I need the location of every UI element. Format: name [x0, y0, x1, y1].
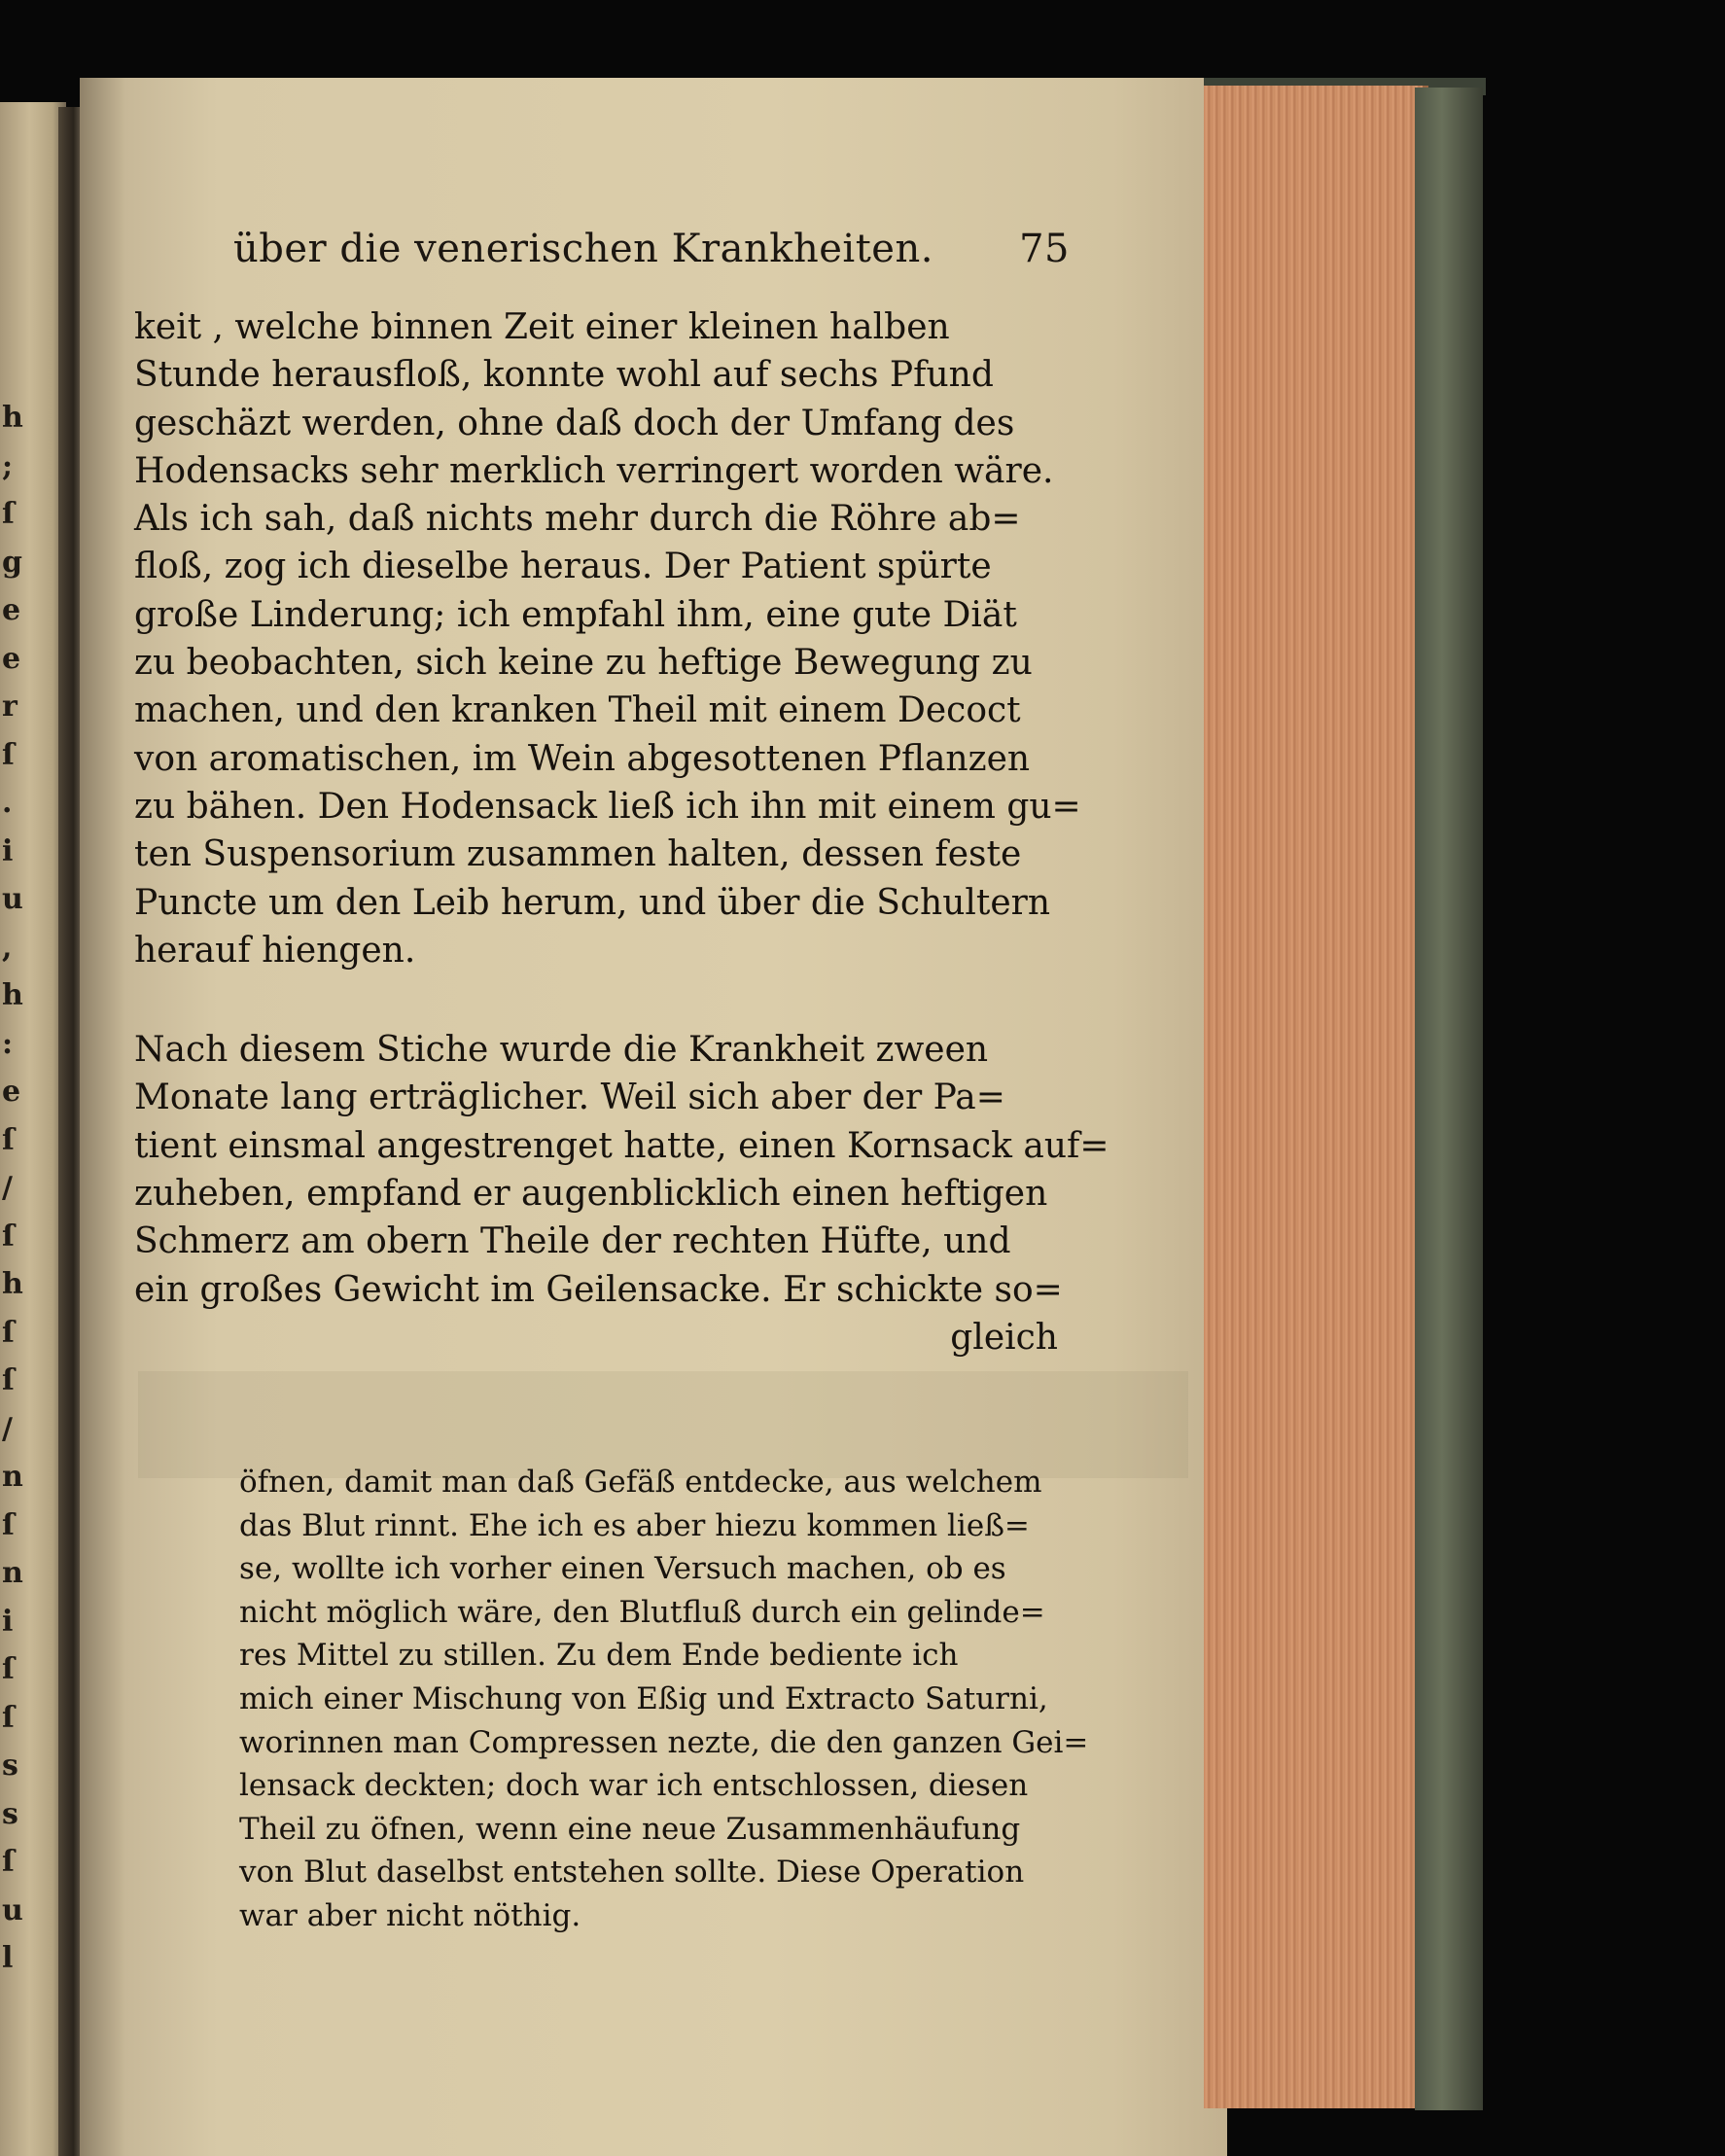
margin-fragment: ; — [2, 448, 14, 483]
margin-fragment: s — [2, 1796, 18, 1831]
margin-fragment: ſ — [2, 1507, 15, 1542]
margin-fragment: e — [2, 1075, 21, 1109]
text-line: große Linderung; ich empfahl ihm, eine gute Diät — [134, 594, 1017, 635]
footnote-line: se, wollte ich vorher einen Versuch machen, ob es — [239, 1551, 1006, 1587]
margin-fragment: / — [2, 1171, 13, 1205]
text-line: zu bähen. Den Hodensack ließ ich ihn mit einem gu= — [134, 786, 1081, 827]
text-line: geschäzt werden, ohne daß doch der Umfang des — [134, 403, 1015, 443]
margin-fragment: h — [2, 401, 23, 435]
margin-fragment: s — [2, 1749, 18, 1783]
margin-fragment: l — [2, 1941, 14, 1975]
margin-fragment: u — [2, 1892, 23, 1927]
paragraph-1 — [134, 303, 1081, 974]
text-line: ten Suspensorium zusammen halten, dessen feste — [134, 834, 1022, 875]
margin-fragment: ſ — [2, 737, 15, 772]
margin-fragment: u — [2, 882, 23, 916]
running-head-title: über die venerischen Krankheiten. — [233, 227, 933, 271]
footnote-line: res Mittel zu stillen. Zu dem Ende bediente ich — [239, 1638, 959, 1674]
text-line: floß, zog ich dieselbe heraus. Der Patient spürte — [134, 547, 992, 587]
text-line: herauf hiengen. — [134, 930, 416, 971]
footnote-line: das Blut rinnt. Ehe ich es aber hiezu kommen ließ= — [239, 1507, 1030, 1543]
margin-fragment: h — [2, 978, 23, 1012]
margin-fragment: e — [2, 593, 21, 627]
previous-page-edge — [0, 102, 66, 2156]
margin-fragment: i — [2, 1604, 14, 1639]
footnote-line: nicht möglich wäre, den Blutfluß durch ein gelinde= — [239, 1594, 1045, 1630]
margin-fragment: ſ — [2, 1219, 15, 1254]
margin-fragment: n — [2, 1460, 23, 1494]
margin-fragment: ſ — [2, 497, 15, 531]
margin-fragment: r — [2, 689, 18, 724]
footnote — [239, 1461, 1089, 1938]
text-line: Monate lang erträglicher. Weil sich aber der Pa= — [134, 1078, 1005, 1118]
text-line: keit , welche binnen Zeit einer kleinen halben — [134, 307, 950, 347]
text-line: von aromatischen, im Wein abgesottenen Pflanzen — [134, 738, 1031, 779]
footnote-line: lensack deckten; doch war ich entschlossen, diesen — [239, 1768, 1029, 1804]
page-number: 75 — [1019, 227, 1070, 271]
margin-fragment: ſ — [2, 1122, 15, 1157]
margin-fragment: e — [2, 641, 21, 676]
margin-fragment: ſ — [2, 1700, 15, 1735]
paragraph-2 — [134, 1026, 1109, 1314]
footnote-line: von Blut daselbst entstehen sollte. Diese Operation — [239, 1855, 1025, 1891]
margin-fragment: ſ — [2, 1652, 15, 1686]
text-line: zuheben, empfand er augenblicklich einen heftigen — [134, 1174, 1048, 1215]
margin-fragment: , — [2, 930, 13, 965]
margin-fragment: ſ — [2, 1845, 15, 1879]
footnote-line: worinnen man Compressen nezte, die den ganzen Gei= — [239, 1724, 1089, 1760]
margin-fragment: h — [2, 1267, 23, 1301]
margin-fragment: ſ — [2, 1315, 15, 1350]
text-line: ein großes Gewicht im Geilensacke. Er schickte so= — [134, 1269, 1063, 1310]
running-head — [233, 220, 1070, 278]
footnote-line: Theil zu öfnen, wenn eine neue Zusammenhäufung — [239, 1811, 1021, 1847]
margin-fragment: / — [2, 1411, 13, 1446]
paragraph-gap — [134, 974, 1058, 1026]
text-line: Puncte um den Leib herum, und über die Schultern — [134, 882, 1051, 923]
text-line: machen, und den kranken Theil mit einem Decoct — [134, 690, 1021, 731]
main-text — [134, 303, 1109, 1361]
footnote-line: war aber nicht nöthig. — [239, 1897, 581, 1933]
margin-fragment: : — [2, 1026, 14, 1061]
margin-fragment: g — [2, 545, 22, 580]
text-line: Schmerz am obern Theile der rechten Hüfte, und — [134, 1221, 1011, 1262]
text-line: Nach diesem Stiche wurde die Krankheit zween — [134, 1030, 989, 1071]
book-cover-board — [1415, 88, 1483, 2110]
margin-fragment: i — [2, 833, 14, 868]
text-line: Als ich sah, daß nichts mehr durch die Röhre ab= — [134, 499, 1021, 540]
margin-fragment: . — [2, 786, 13, 820]
footnote-line: öfnen, damit man daß Gefäß entdecke, aus welchem — [239, 1465, 1042, 1500]
margin-fragment: n — [2, 1556, 23, 1590]
margin-fragment: ſ — [2, 1363, 15, 1397]
previous-page-fragments — [2, 394, 31, 1983]
text-line: tient einsmal angestrenget hatte, einen Kornsack auf= — [134, 1125, 1109, 1166]
text-line: zu beobachten, sich keine zu heftige Bewegung zu — [134, 643, 1033, 684]
page-block-fore-edge — [1204, 86, 1428, 2108]
footnote-line: mich einer Mischung von Eßig und Extracto Saturni, — [239, 1680, 1048, 1716]
text-line: Hodensacks sehr merklich verringert worden wäre. — [134, 450, 1054, 491]
text-line: Stunde herausfloß, konnte wohl auf sechs Pfund — [134, 355, 994, 396]
catchword: gleich — [950, 1317, 1058, 1358]
